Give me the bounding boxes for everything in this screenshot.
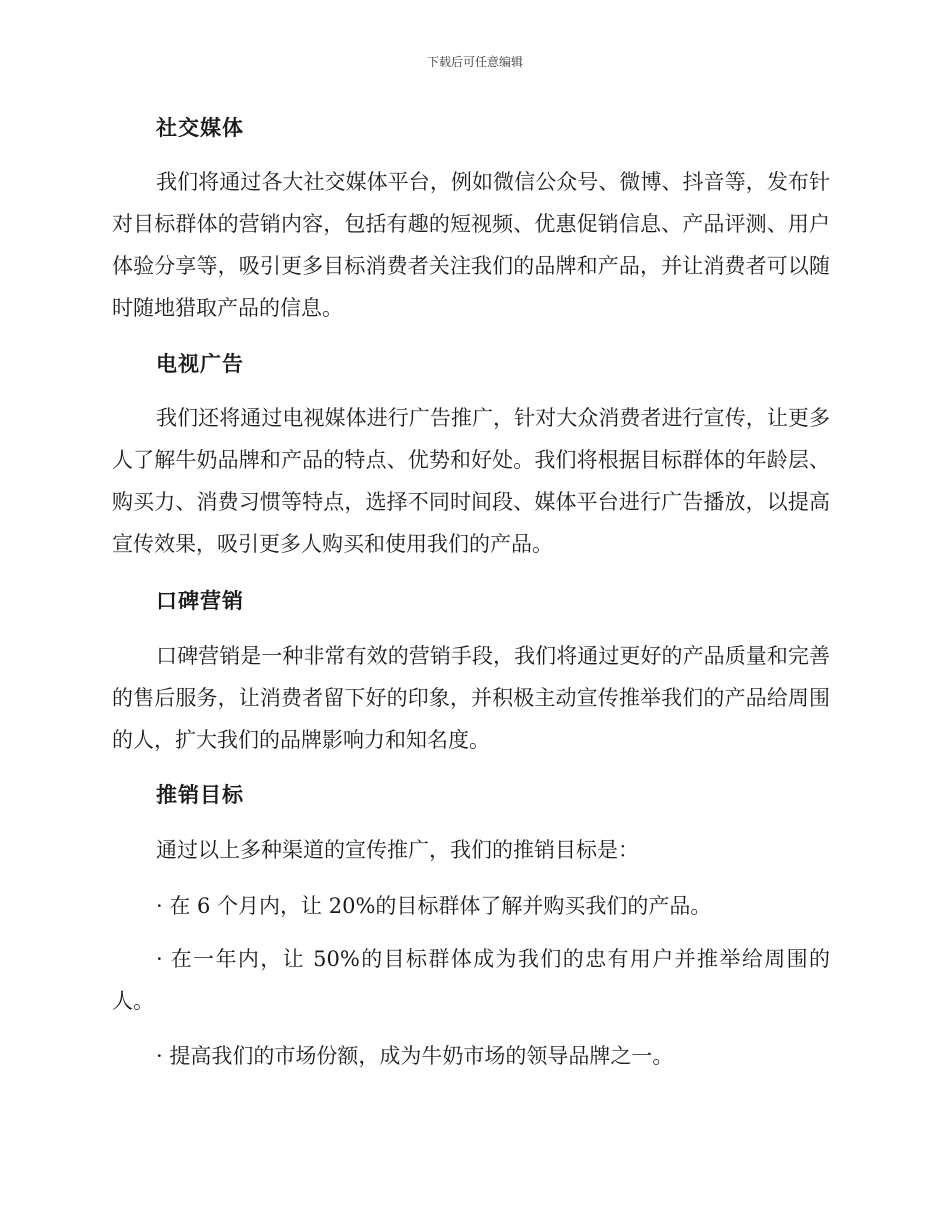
heading-tv-ads: 电视广告 xyxy=(156,351,244,376)
page-header-note: 下载后可任意编辑 xyxy=(426,55,523,69)
heading-sales-goals: 推销目标 xyxy=(156,782,244,807)
paragraph-tv-ads: 我们还将通过电视媒体进行广告推广，针对大众消费者进行宣传，让更多人了解牛奶品牌和产品的特点、优势和好处。我们将根据目标群体的年龄层、购买力、消费习惯等特点，选择不同时间段、媒体平台进行广告播放，以提高宣传效果，吸引更多人购买和使用我们的产品。 xyxy=(112,406,830,556)
goals-intro: 通过以上多种渠道的宣传推广，我们的推销目标是： xyxy=(156,838,639,862)
goal-item: · 在一年内，让 50%的目标群体成为我们的忠有用户并推举给周围的人。 xyxy=(112,947,830,1013)
goal-item: · 在 6 个月内，让 20%的目标群体了解并购买我们的产品。 xyxy=(156,894,712,918)
paragraph-social-media: 我们将通过各大社交媒体平台，例如微信公众号、微博、抖音等，发布针对目标群体的营销内容，包括有趣的短视频、优惠促销信息、产品评测、用户体验分享等，吸引更多目标消费者关注我们的品牌和产品，并让消费者可以随时随地猎取产品的信息。 xyxy=(112,170,830,320)
heading-social-media: 社交媒体 xyxy=(156,115,244,140)
paragraph-word-of-mouth: 口碑营销是一种非常有效的营销手段，我们将通过更好的产品质量和完善的售后服务，让消费者留下好的印象，并积极主动宣传推举我们的产品给周围的人，扩大我们的品牌影响力和知名度。 xyxy=(112,644,830,752)
goal-item: · 提高我们的市场份额，成为牛奶市场的领导品牌之一。 xyxy=(156,1044,674,1068)
heading-word-of-mouth: 口碑营销 xyxy=(156,588,244,613)
